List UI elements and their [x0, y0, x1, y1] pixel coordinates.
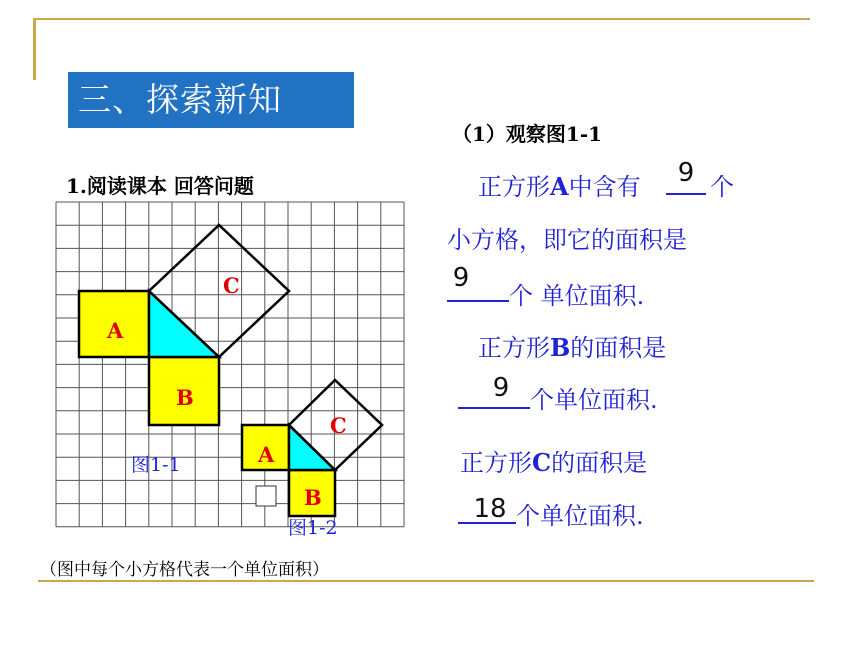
line5-tail: 个单位面积.: [530, 386, 658, 414]
fig2-caption: 图1-2: [288, 517, 338, 539]
line5-answer: 9: [492, 373, 510, 403]
line6-text: 正方形C的面积是: [460, 448, 648, 477]
fig1-label-b: B: [176, 385, 194, 410]
fig1-label-c: C: [223, 273, 240, 298]
line2-text: 小方格，即它的面积是: [447, 226, 687, 254]
line7-answer: 18: [473, 494, 507, 524]
fig1-label-a: A: [107, 318, 124, 343]
line3-tail: 个 单位面积.: [509, 282, 645, 310]
grid-lines: [56, 202, 404, 527]
fig2-label-a: A: [258, 442, 275, 467]
line1-tail: 个: [710, 173, 734, 201]
line1-text: 正方形A中含有: [478, 172, 641, 201]
fig2-label-b: B: [304, 485, 322, 510]
line1-answer: 9: [677, 158, 695, 188]
heading: 1.阅读课本 回答问题: [66, 174, 254, 198]
section-title: 三、探索新知: [68, 72, 354, 128]
observe-label: （1）观察图1-1: [452, 122, 603, 146]
fig1-caption: 图1-1: [131, 454, 181, 476]
line7-tail: 个单位面积.: [516, 502, 644, 530]
line4-text: 正方形B的面积是: [478, 333, 667, 362]
footnote: （图中每个小方格代表一个单位面积）: [40, 560, 329, 580]
unit-square: [256, 486, 276, 506]
line3-answer: 9: [452, 263, 470, 293]
fig2-label-c: C: [330, 413, 347, 438]
